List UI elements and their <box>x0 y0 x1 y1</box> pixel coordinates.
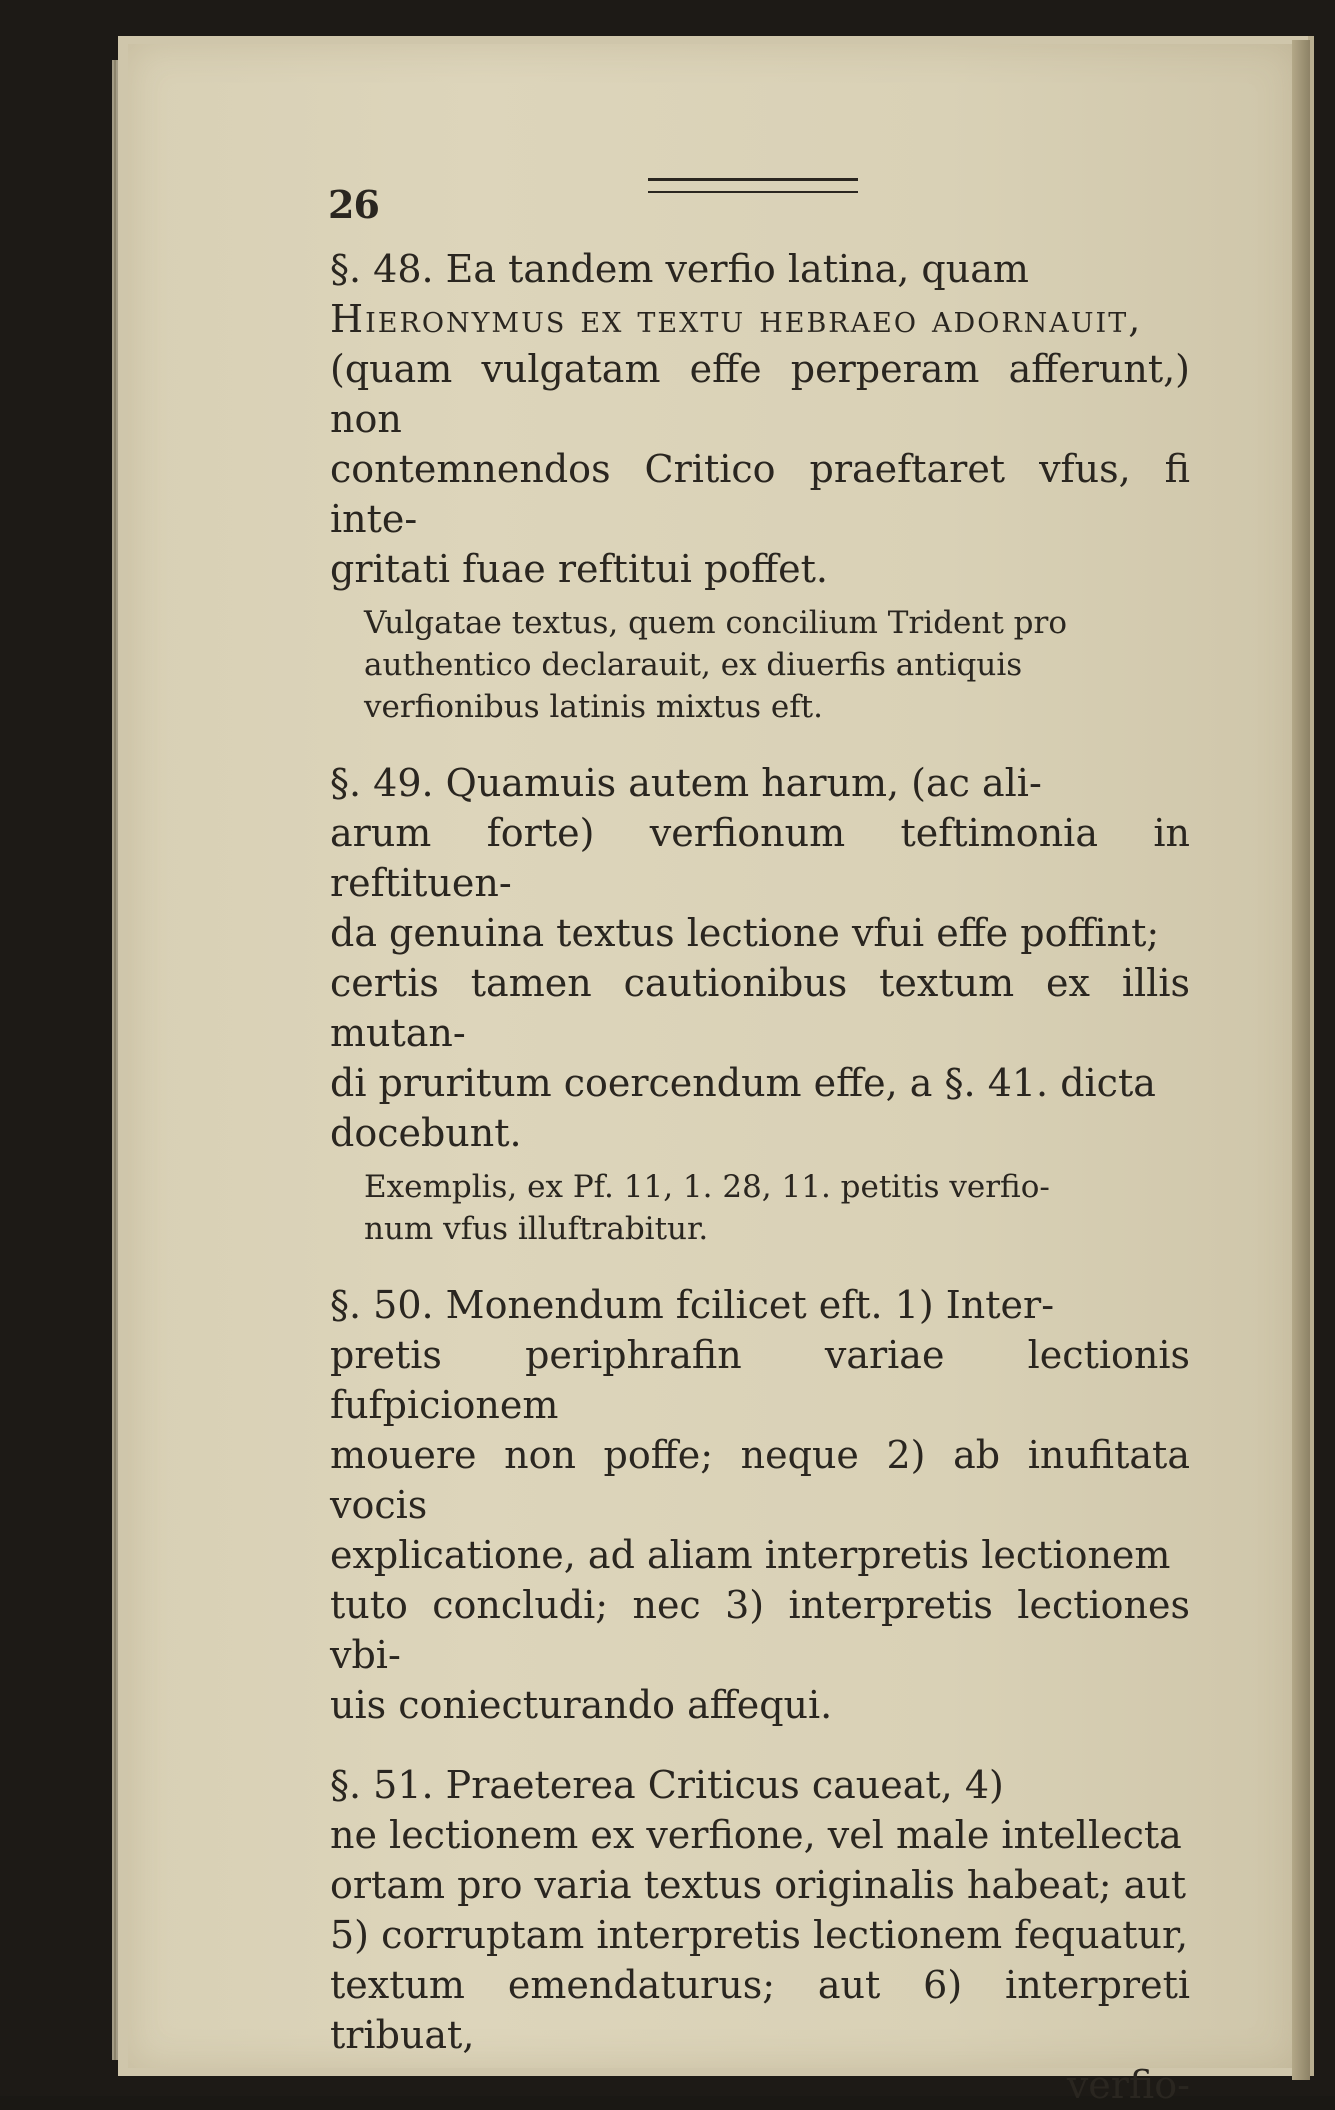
section-48 <box>330 244 1190 728</box>
page-content <box>330 160 1190 2110</box>
section-49-note-line-2: num vfus illuftrabitur. <box>364 1211 709 1247</box>
section-49-line-1: §. 49. Quamuis autem harum, (ac ali- <box>330 761 1042 805</box>
section-49-note-line-1: Exemplis, ex Pf. 11, 1. 28, 11. petitis verfio- <box>364 1169 1050 1205</box>
section-48-line-3: (quam vulgatam effe perperam afferunt,) non <box>330 347 1190 441</box>
section-50-line-2: pretis periphrafin variae lectionis fufpicionem <box>330 1333 1190 1427</box>
section-49-line-6: docebunt. <box>330 1111 522 1155</box>
section-48-note-line-2: authentico declarauit, ex diuerfis antiquis <box>364 647 1023 683</box>
running-head <box>328 160 1190 227</box>
catchword: verfio- <box>1066 2063 1190 2107</box>
section-51-line-2: ne lectionem ex verfione, vel male intellecta <box>330 1813 1182 1857</box>
section-49-note <box>364 1166 1190 1250</box>
section-50 <box>330 1280 1190 1730</box>
section-48-line-1: §. 48. Ea tandem verfio latina, quam <box>330 247 1029 291</box>
section-50-line-5: tuto concludi; nec 3) interpretis lectiones vbi- <box>330 1583 1190 1677</box>
section-48-note <box>364 602 1190 728</box>
section-50-line-4: explicatione, ad aliam interpretis lectionem <box>330 1533 1171 1577</box>
section-51-line-5: textum emendaturus; aut 6) interpreti tribuat, <box>330 1963 1190 2057</box>
section-49-line-4: certis tamen cautionibus textum ex illis mutan- <box>330 961 1190 1055</box>
section-48-note-line-1: Vulgatae textus, quem concilium Trident pro <box>364 605 1067 641</box>
section-50-line-1: §. 50. Monendum fcilicet eft. 1) Inter- <box>330 1283 1055 1327</box>
section-48-note-line-3: verfionibus latinis mixtus eft. <box>364 689 823 725</box>
section-51-line-3: ortam pro varia textus originalis habeat; aut <box>330 1863 1187 1907</box>
section-49-line-5: di pruritum coercendum effe, a §. 41. dicta <box>330 1061 1156 1105</box>
section-48-line-2: Hieronymus ex textu hebraeo adornauit, <box>330 297 1143 341</box>
head-ornament-rule <box>648 178 858 193</box>
section-49-text <box>330 758 1190 1158</box>
section-51-line-4: 5) corruptam interpretis lectionem fequatur, <box>330 1913 1189 1957</box>
section-50-line-6: uis coniecturando affequi. <box>330 1683 833 1727</box>
section-48-text <box>330 244 1190 594</box>
section-50-text <box>330 1280 1190 1730</box>
section-51-text <box>330 1760 1190 2060</box>
section-49-line-2: arum forte) verfionum teftimonia in reftituen- <box>330 811 1190 905</box>
book-spine <box>1292 40 1310 2080</box>
section-48-line-4: contemnendos Critico praeftaret vfus, fi inte- <box>330 447 1190 541</box>
section-49-line-3: da genuina textus lectione vfui effe poffint; <box>330 911 1160 955</box>
section-51 <box>330 1760 1190 2110</box>
section-49 <box>330 758 1190 1250</box>
section-50-line-3: mouere non poffe; neque 2) ab inufitata vocis <box>330 1433 1190 1527</box>
section-48-line-5: gritati fuae reftitui poffet. <box>330 547 828 591</box>
page-number: 26 <box>328 182 379 227</box>
section-51-line-1: §. 51. Praeterea Criticus caueat, 4) <box>330 1763 1004 1807</box>
